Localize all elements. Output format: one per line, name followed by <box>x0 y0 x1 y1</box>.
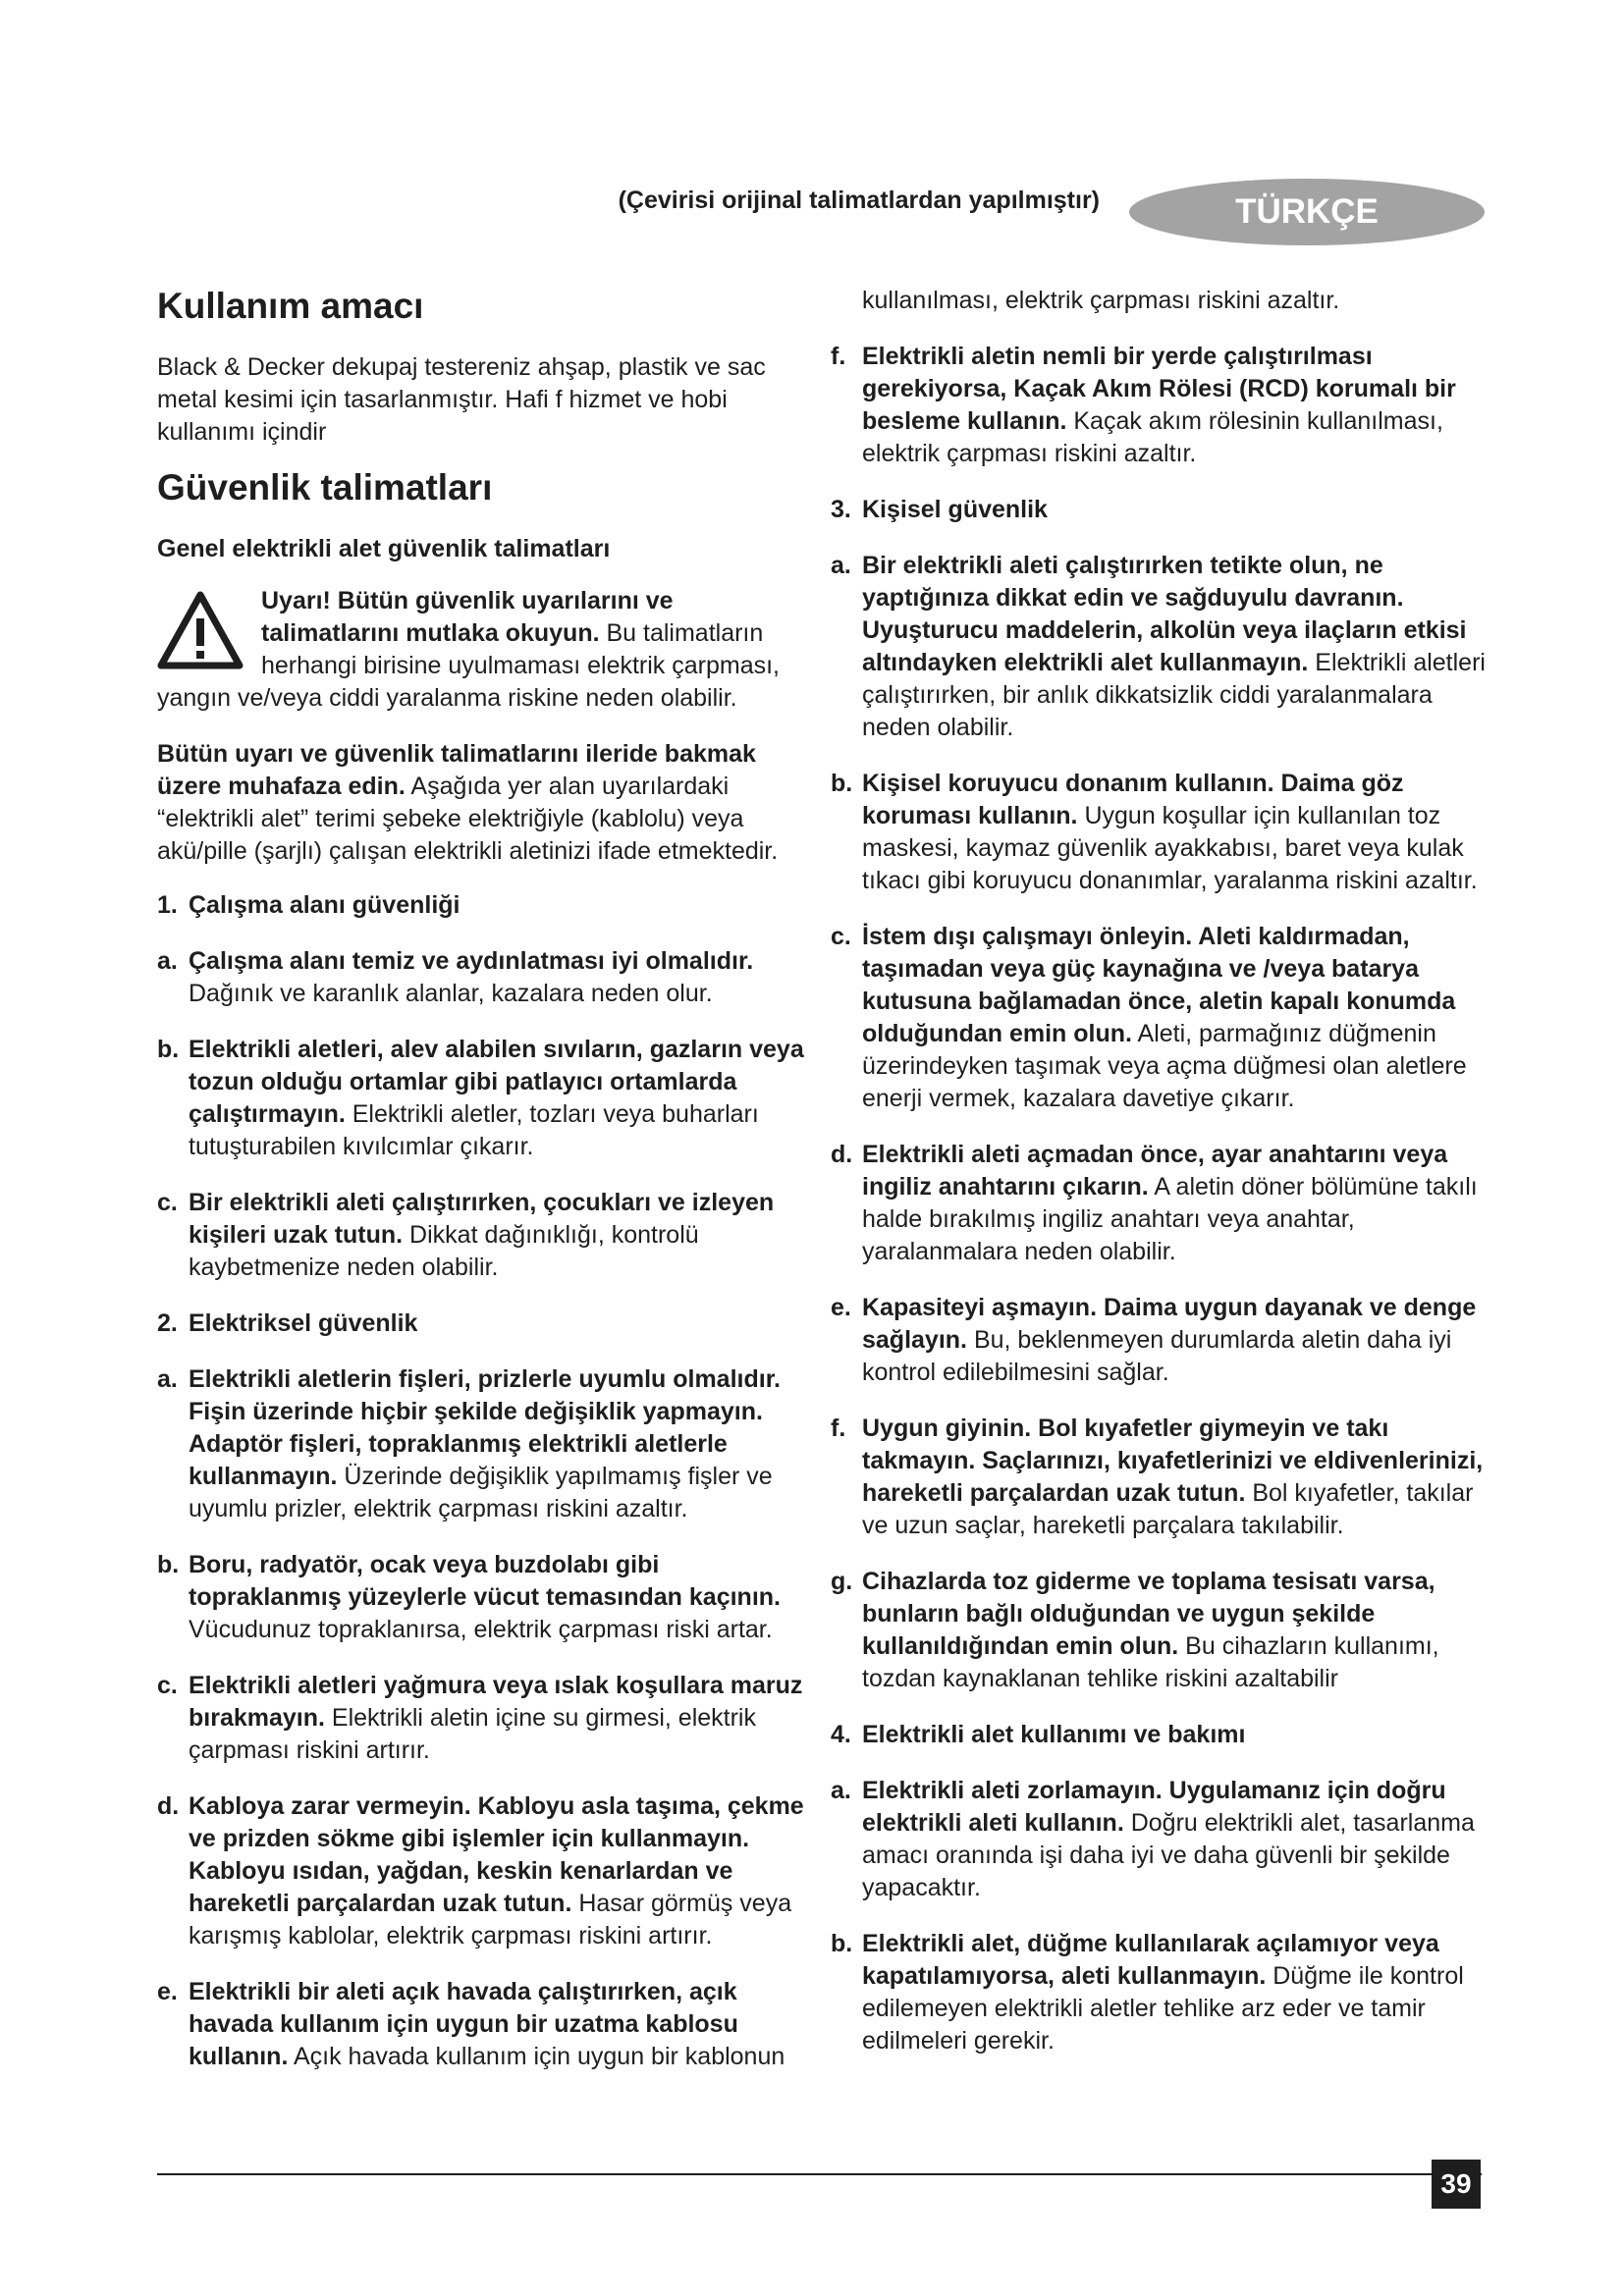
section-title: Çalışma alanı güvenliği <box>189 891 460 919</box>
section-2-heading <box>157 1308 805 1340</box>
general-safety-heading: Genel elektrikli alet güvenlik talimatları <box>157 535 611 562</box>
purpose-text: Black & Decker dekupaj testereniz ahşap, plastik ve sac metal kesimi için tasarlanmıştır. Hafi f hizmet ve hobi kullanımı içindir <box>157 353 766 446</box>
section-title: Kişisel güvenlik <box>862 496 1048 523</box>
continuation-text: kullanılması, elektrik çarpması riskini azaltır. <box>862 287 1340 314</box>
list-item <box>157 1976 805 2073</box>
item-letter: a. <box>831 552 851 579</box>
section-1-heading <box>157 889 805 922</box>
warning-bold: Uyarı! Bütün güvenlik uyarılarını ve talimatlarını mutlaka okuyun. <box>261 587 674 647</box>
section-title: Elektriksel güvenlik <box>189 1309 418 1337</box>
language-badge: TÜRKÇE <box>1129 179 1485 245</box>
section-title: Elektrikli alet kullanımı ve bakımı <box>862 1721 1246 1748</box>
list-item <box>831 1292 1498 1389</box>
item-text: Dikkat dağınıklığı, kontrolü kaybetmenize neden olabilir. <box>189 1221 699 1281</box>
warning-triangle-icon <box>157 591 244 669</box>
item-bold: Uygun giyinin. Bol kıyafetler giymeyin ve takı takmayın. Saçlarınızı, kıyafetlerinizi ve eldivenlerinizi, hareketli parçalardan uzak tutun. <box>862 1415 1484 1507</box>
list-item <box>157 1549 805 1646</box>
list-item <box>157 1363 805 1525</box>
item-text: Dağınık ve karanlık alanlar, kazalara neden olur. <box>189 980 713 1007</box>
keep-bold: Bütün uyarı ve güvenlik talimatlarını ileride bakmak üzere muhafaza edin. <box>157 740 756 800</box>
item-letter: d. <box>831 1141 853 1168</box>
list-item <box>831 768 1498 897</box>
left-column <box>157 285 805 2097</box>
list-item <box>157 1790 805 1952</box>
item-letter: b. <box>157 1551 180 1578</box>
list-item <box>831 1775 1498 1904</box>
item-bold: Elektrikli aleti zorlamayın. Uygulamanız için doğru elektrikli aleti kullanın. <box>862 1777 1446 1837</box>
list-item <box>831 1139 1498 1268</box>
item-text: Vücudunuz topraklanırsa, elektrik çarpması riski artar. <box>189 1616 773 1643</box>
section-4-heading <box>831 1719 1498 1751</box>
list-item <box>831 1928 1498 2057</box>
list-item <box>831 1566 1498 1695</box>
item-text: Hasar görmüş veya karışmış kablolar, elektrik çarpması riskini artırır. <box>189 1890 792 1949</box>
item-letter: b. <box>831 770 853 797</box>
item-bold: Bir elektrikli aleti çalıştırırken, çocukları ve izleyen kişileri uzak tutun. <box>189 1189 775 1249</box>
item-letter: b. <box>831 1930 853 1957</box>
item-bold: Elektrikli aletlerin fişleri, prizlerle uyumlu olmalıdır. Fişin üzerinde hiçbir şekilde değişiklik yapmayın. Adaptör fişleri, topraklanmış elektrikli aletlerle kullanmayın. <box>189 1365 781 1490</box>
item-text: Kaçak akım rölesinin kullanılması, elektrik çarpması riskini azaltır. <box>862 407 1443 467</box>
item-bold: Kabloya zarar vermeyin. Kabloyu asla taşıma, çekme ve prizden sökme gibi işlemler için kullanmayın. Kabloyu ısıdan, yağdan, keskin kenarlardan ve hareketli parçalardan uzak tutun. <box>189 1792 804 1917</box>
item-text: Açık havada kullanım için uygun bir kablonun <box>288 2043 785 2070</box>
list-item <box>157 1670 805 1767</box>
item-bold: Kapasiteyi aşmayın. Daima uygun dayanak ve denge sağlayın. <box>862 1294 1477 1354</box>
list-item <box>831 550 1498 744</box>
section-3-heading <box>831 494 1498 526</box>
item-bold: Elektrikli aletleri, alev alabilen sıvıların, gazların veya tozun olduğu ortamlar gibi patlayıcı ortamlarda çalıştırmayın. <box>189 1036 804 1128</box>
item-bold: Boru, radyatör, ocak veya buzdolabı gibi topraklanmış yüzeylerle vücut temasından kaçının. <box>189 1551 781 1611</box>
page-number: 39 <box>1432 2160 1481 2209</box>
item-text: A aletin döner bölümüne takılı halde bırakılmış ingiliz anahtarı veya anahtar, yaralanmalara neden olabilir. <box>862 1173 1478 1265</box>
item-letter: b. <box>157 1036 180 1063</box>
item-bold: Bir elektrikli aleti çalıştırırken tetikte olun, ne yaptığınıza dikkat edin ve sağduyulu davranın. Uyuşturucu maddelerin, alkolün veya ilaçların etkisi altındayken elektrikli alet kullanmayın. <box>862 552 1467 676</box>
section-number: 3. <box>831 496 851 523</box>
item-letter: f. <box>831 343 846 370</box>
item-text: Bol kıyafetler, takılar ve uzun saçlar, hareketli parçalara takılabilir. <box>862 1479 1474 1539</box>
item-text: Uygun koşullar için kullanılan toz maskesi, kaymaz güvenlik ayakkabısı, baret veya kulak tıkacı gibi koruyucu donanımlar, yaralanma riskini azaltır. <box>862 802 1478 894</box>
item-letter: f. <box>831 1415 846 1442</box>
list-item <box>157 1034 805 1163</box>
item-letter: c. <box>831 923 851 950</box>
item-letter: e. <box>831 1294 851 1321</box>
item-text: Düğme ile kontrol edilemeyen elektrikli aletler tehlike arz eder ve tamir edilmeleri gerekir. <box>862 1962 1464 2055</box>
item-bold: İstem dışı çalışmayı önleyin. Aleti kaldırmadan, taşımadan veya güç kaynağına ve /veya batarya kutusuna bağlamadan önce, aletin kapalı konumda olduğundan emin olun. <box>862 923 1456 1047</box>
keep-text: Aşağıda yer alan uyarılardaki “elektrikli alet” terimi şebeke elektriğiyle (kablolu) veya akü/pille (şarjlı) çalışan elektrikli aletinizi ifade etmektedir. <box>157 773 779 865</box>
item-text: Üzerinde değişiklik yapılmamış fişler ve uyumlu prizler, elektrik çarpması riskini azaltır. <box>189 1463 773 1522</box>
item-text: Elektrikli aletin içine su girmesi, elektrik çarpması riskini artırır. <box>189 1704 756 1764</box>
item-letter: c. <box>157 1189 178 1216</box>
item-letter: e. <box>157 1978 178 2005</box>
item-text: Elektrikli aletleri çalıştırırken, bir anlık dikkatsizlik ciddi yaralanmalara neden olabilir. <box>862 649 1486 741</box>
list-item <box>157 1187 805 1284</box>
item-letter: a. <box>831 1777 851 1804</box>
item-letter: d. <box>157 1792 180 1820</box>
warning-text: Bu talimatların herhangi birisine uyulmaması elektrik çarpması, yangın ve/veya ciddi yaralanma riskine neden olabilir. <box>157 619 780 712</box>
item-letter: g. <box>831 1568 853 1595</box>
item-bold: Elektrikli aletleri yağmura veya ıslak koşullara maruz bırakmayın. <box>189 1672 803 1732</box>
keep-instructions <box>157 738 805 868</box>
item-letter: a. <box>157 947 178 975</box>
item-bold: Elektrikli alet, düğme kullanılarak açılamıyor veya kapatılamıyorsa, aleti kullanmayın. <box>862 1930 1439 1990</box>
list-item <box>831 341 1498 470</box>
header-note: (Çevirisi orijinal talimatlardan yapılmıştır) <box>618 187 1100 214</box>
purpose-heading: Kullanım amacı <box>157 286 424 326</box>
item-bold: Çalışma alanı temiz ve aydınlatması iyi olmalıdır. <box>189 947 754 975</box>
section-number: 4. <box>831 1721 851 1748</box>
list-item <box>831 1413 1498 1542</box>
item-text: Doğru elektrikli alet, tasarlanma amacı oranında işi daha iyi ve daha güvenli bir şekilde yapacaktır. <box>862 1809 1475 1901</box>
safety-heading: Güvenlik talimatları <box>157 467 493 507</box>
item-letter: c. <box>157 1672 178 1699</box>
item-bold: Kişisel koruyucu donanım kullanın. Daima göz koruması kullanın. <box>862 770 1404 829</box>
section-number: 1. <box>157 891 178 919</box>
item-text: Bu cihazların kullanımı, tozdan kaynaklanan tehlike riskini azaltabilir <box>862 1632 1439 1692</box>
section-number: 2. <box>157 1309 178 1337</box>
warning-block <box>157 585 805 715</box>
item-text: Aleti, parmağınız düğmenin üzerindeyken taşımak veya açma düğmesi olan aletlere enerji vermek, kazalara davetiye çıkarır. <box>862 1020 1467 1112</box>
item-bold: Elektrikli aletin nemli bir yerde çalıştırılması gerekiyorsa, Kaçak Akım Rölesi (RCD) korumalı bir besleme kullanın. <box>862 343 1456 435</box>
item-letter: a. <box>157 1365 178 1393</box>
item-text: Elektrikli aletler, tozları veya buharları tutuşturabilen kıvılcımlar çıkarır. <box>189 1100 759 1160</box>
item-text: Bu, beklenmeyen durumlarda aletin daha iyi kontrol edilebilmesini sağlar. <box>862 1326 1452 1386</box>
item-bold: Elektrikli aleti açmadan önce, ayar anahtarını veya ingiliz anahtarını çıkarın. <box>862 1141 1448 1201</box>
list-item <box>831 921 1498 1115</box>
footer-divider <box>157 2173 1482 2175</box>
item-bold: Cihazlarda toz giderme ve toplama tesisatı varsa, bunların bağlı olduğundan ve uygun şekilde kullanıldığından emin olun. <box>862 1568 1435 1660</box>
list-item <box>157 945 805 1010</box>
right-column <box>831 285 1498 2081</box>
item-bold: Elektrikli bir aleti açık havada çalıştırırken, açık havada kullanım için uygun bir uzatma kablosu kullanın. <box>189 1978 738 2070</box>
